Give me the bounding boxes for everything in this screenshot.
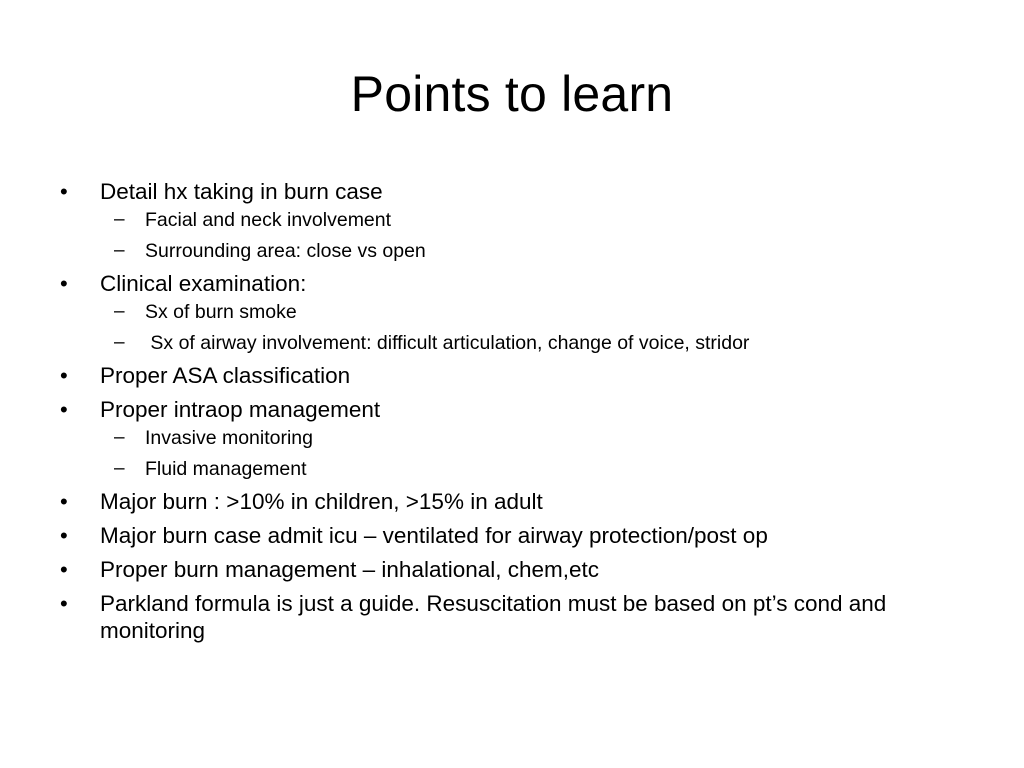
sub-bullet-item <box>100 300 978 324</box>
bullet-text: Detail hx taking in burn case <box>100 179 383 204</box>
sub-bullet-item <box>100 426 978 450</box>
bullet-item <box>58 270 978 355</box>
bullet-item <box>58 590 978 644</box>
sub-bullet-text: Sx of airway involvement: difficult articulation, change of voice, stridor <box>145 332 750 354</box>
bullet-text: Proper intraop management <box>100 397 381 422</box>
bullet-item <box>58 488 978 515</box>
bullet-item <box>58 178 978 263</box>
bullet-text: Proper burn management – inhalational, chem,etc <box>100 557 600 582</box>
sub-bullet-dash-icon: – <box>114 209 125 230</box>
sub-bullet-item <box>100 331 978 355</box>
bullet-list <box>58 178 978 651</box>
sub-bullet-text: Invasive monitoring <box>145 427 313 449</box>
slide-title: Points to learn <box>350 66 674 122</box>
sub-bullet-list <box>100 300 978 355</box>
bullet-item <box>58 556 978 583</box>
sub-bullet-text: Sx of burn smoke <box>145 301 297 323</box>
sub-bullet-dash-icon: – <box>114 301 125 322</box>
sub-bullet-dash-icon: – <box>114 332 125 353</box>
bullet-dot-icon: • <box>60 363 68 388</box>
sub-bullet-dash-icon: – <box>114 458 125 479</box>
bullet-item <box>58 522 978 549</box>
bullet-text: Major burn : >10% in children, >15% in adult <box>100 489 543 514</box>
sub-bullet-item <box>100 239 978 263</box>
bullet-text: Major burn case admit icu – ventilated for airway protection/post op <box>100 523 768 548</box>
sub-bullet-item <box>100 208 978 232</box>
sub-bullet-list <box>100 208 978 263</box>
sub-bullet-text: Surrounding area: close vs open <box>145 240 426 262</box>
bullet-dot-icon: • <box>60 271 68 296</box>
bullet-text: Proper ASA classification <box>100 363 351 388</box>
sub-bullet-text: Facial and neck involvement <box>145 209 392 231</box>
bullet-dot-icon: • <box>60 397 68 422</box>
sub-bullet-list <box>100 426 978 481</box>
sub-bullet-dash-icon: – <box>114 427 125 448</box>
bullet-dot-icon: • <box>60 557 68 582</box>
bullet-text: Clinical examination: <box>100 271 307 296</box>
sub-bullet-dash-icon: – <box>114 240 125 261</box>
bullet-item <box>58 362 978 389</box>
bullet-dot-icon: • <box>60 179 68 204</box>
sub-bullet-text: Fluid management <box>145 458 307 480</box>
sub-bullet-item <box>100 457 978 481</box>
bullet-dot-icon: • <box>60 489 68 514</box>
bullet-item <box>58 396 978 481</box>
bullet-dot-icon: • <box>60 523 68 548</box>
bullet-dot-icon: • <box>60 591 68 616</box>
bullet-text: Parkland formula is just a guide. Resuscitation must be based on pt’s cond and monitoring <box>100 591 887 643</box>
